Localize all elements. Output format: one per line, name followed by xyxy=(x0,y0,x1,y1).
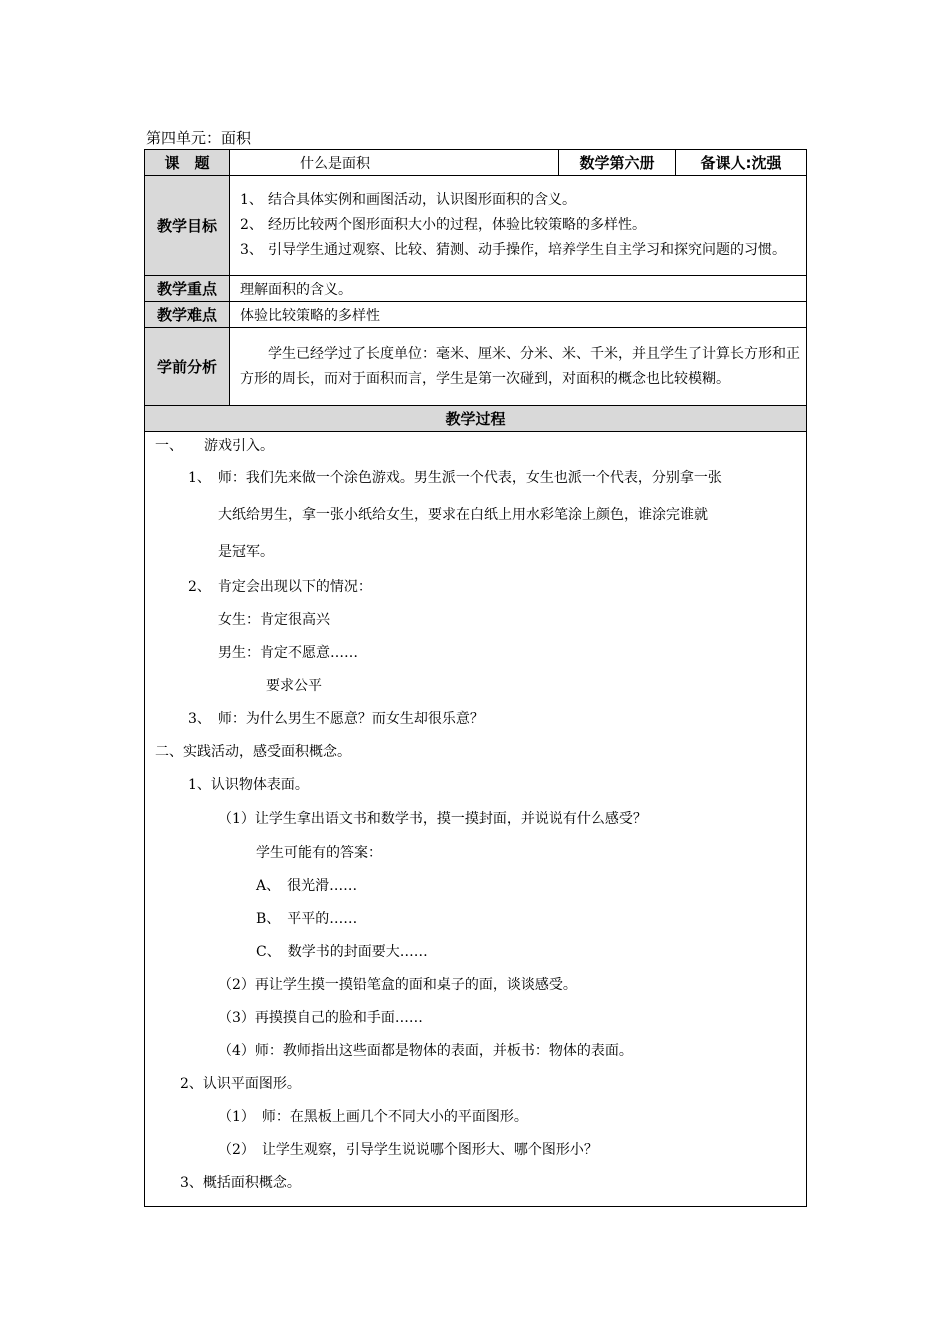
header-row xyxy=(145,150,807,176)
key-point-text: 理解面积的含义。 xyxy=(230,276,807,302)
difficulty-row xyxy=(145,302,807,328)
process-line: 1、 师：我们先来做一个涂色游戏。男生派一个代表，女生也派一个代表，分别拿一张 xyxy=(188,470,722,486)
process-line: （2） 让学生观察，引导学生说说哪个图形大、哪个图形小？ xyxy=(218,1142,598,1158)
process-line: B、 平平的…… xyxy=(256,911,358,927)
process-line: 女生：肯定很高兴 xyxy=(218,612,330,628)
topic-label: 课 题 xyxy=(145,150,230,176)
difficulty-text: 体验比较策略的多样性 xyxy=(230,302,807,328)
objective-num: 3、 xyxy=(240,242,263,258)
objective-item xyxy=(240,213,800,238)
process-line: 要求公平 xyxy=(266,678,322,694)
objective-item xyxy=(240,238,800,263)
process-body xyxy=(145,432,807,1207)
process-line: （3）再摸摸自己的脸和手面…… xyxy=(218,1010,423,1026)
objective-text: 结合具体实例和画图活动，认识图形面积的含义。 xyxy=(268,192,576,208)
process-line: 男生：肯定不愿意…… xyxy=(218,645,358,661)
process-heading: 教学过程 xyxy=(145,406,807,432)
key-point-row xyxy=(145,276,807,302)
process-line: 一、 游戏引入。 xyxy=(155,438,274,454)
key-point-label: 教学重点 xyxy=(145,276,230,302)
process-line: 3、 师：为什么男生不愿意？而女生却很乐意？ xyxy=(188,711,484,727)
objective-item xyxy=(240,188,800,213)
process-line: 学生可能有的答案： xyxy=(256,845,382,861)
objective-text: 经历比较两个图形面积大小的过程，体验比较策略的多样性。 xyxy=(268,217,646,233)
process-line: 1、认识物体表面。 xyxy=(188,777,309,793)
book-label: 数学第六册 xyxy=(559,150,676,176)
process-line: 是冠军。 xyxy=(218,544,274,560)
objective-num: 2、 xyxy=(240,217,263,233)
analysis-text: 学生已经学过了长度单位：毫米、厘米、分米、米、千米，并且学生了计算长方形和正方形的周长，而对于面积而言，学生是第一次碰到，对面积的概念也比较模糊。 xyxy=(230,328,807,406)
process-line: （1）让学生拿出语文书和数学书，摸一摸封面，并说说有什么感受？ xyxy=(218,811,647,827)
process-row xyxy=(145,432,807,1207)
objectives-label: 教学目标 xyxy=(145,176,230,276)
process-line: 大纸给男生，拿一张小纸给女生，要求在白纸上用水彩笔涂上颜色，谁涂完谁就 xyxy=(218,507,708,523)
objectives-row xyxy=(145,176,807,276)
process-line: A、 很光滑…… xyxy=(256,878,358,894)
analysis-label: 学前分析 xyxy=(145,328,230,406)
lesson-plan-table xyxy=(144,149,807,1207)
process-line: 2、认识平面图形。 xyxy=(180,1076,301,1092)
process-line: （2）再让学生摸一摸铅笔盒的面和桌子的面，谈谈感受。 xyxy=(218,977,577,993)
process-line: 3、概括面积概念。 xyxy=(180,1175,301,1191)
process-line: 二、实践活动，感受面积概念。 xyxy=(155,744,351,760)
unit-title: 第四单元：面积 xyxy=(146,129,252,147)
preparer-label: 备课人:沈强 xyxy=(676,150,807,176)
objectives-list xyxy=(230,176,807,276)
process-line: （1） 师：在黑板上画几个不同大小的平面图形。 xyxy=(218,1109,528,1125)
analysis-row xyxy=(145,328,807,406)
topic-value: 什么是面积 xyxy=(230,150,559,176)
objective-num: 1、 xyxy=(240,192,263,208)
process-line: C、 数学书的封面要大…… xyxy=(256,944,428,960)
difficulty-label: 教学难点 xyxy=(145,302,230,328)
process-heading-row xyxy=(145,406,807,432)
process-line: （4）师：教师指出这些面都是物体的表面，并板书：物体的表面。 xyxy=(218,1043,633,1059)
process-line: 2、 肯定会出现以下的情况： xyxy=(188,579,372,595)
objective-text: 引导学生通过观察、比较、猜测、动手操作，培养学生自主学习和探究问题的习惯。 xyxy=(268,242,786,258)
